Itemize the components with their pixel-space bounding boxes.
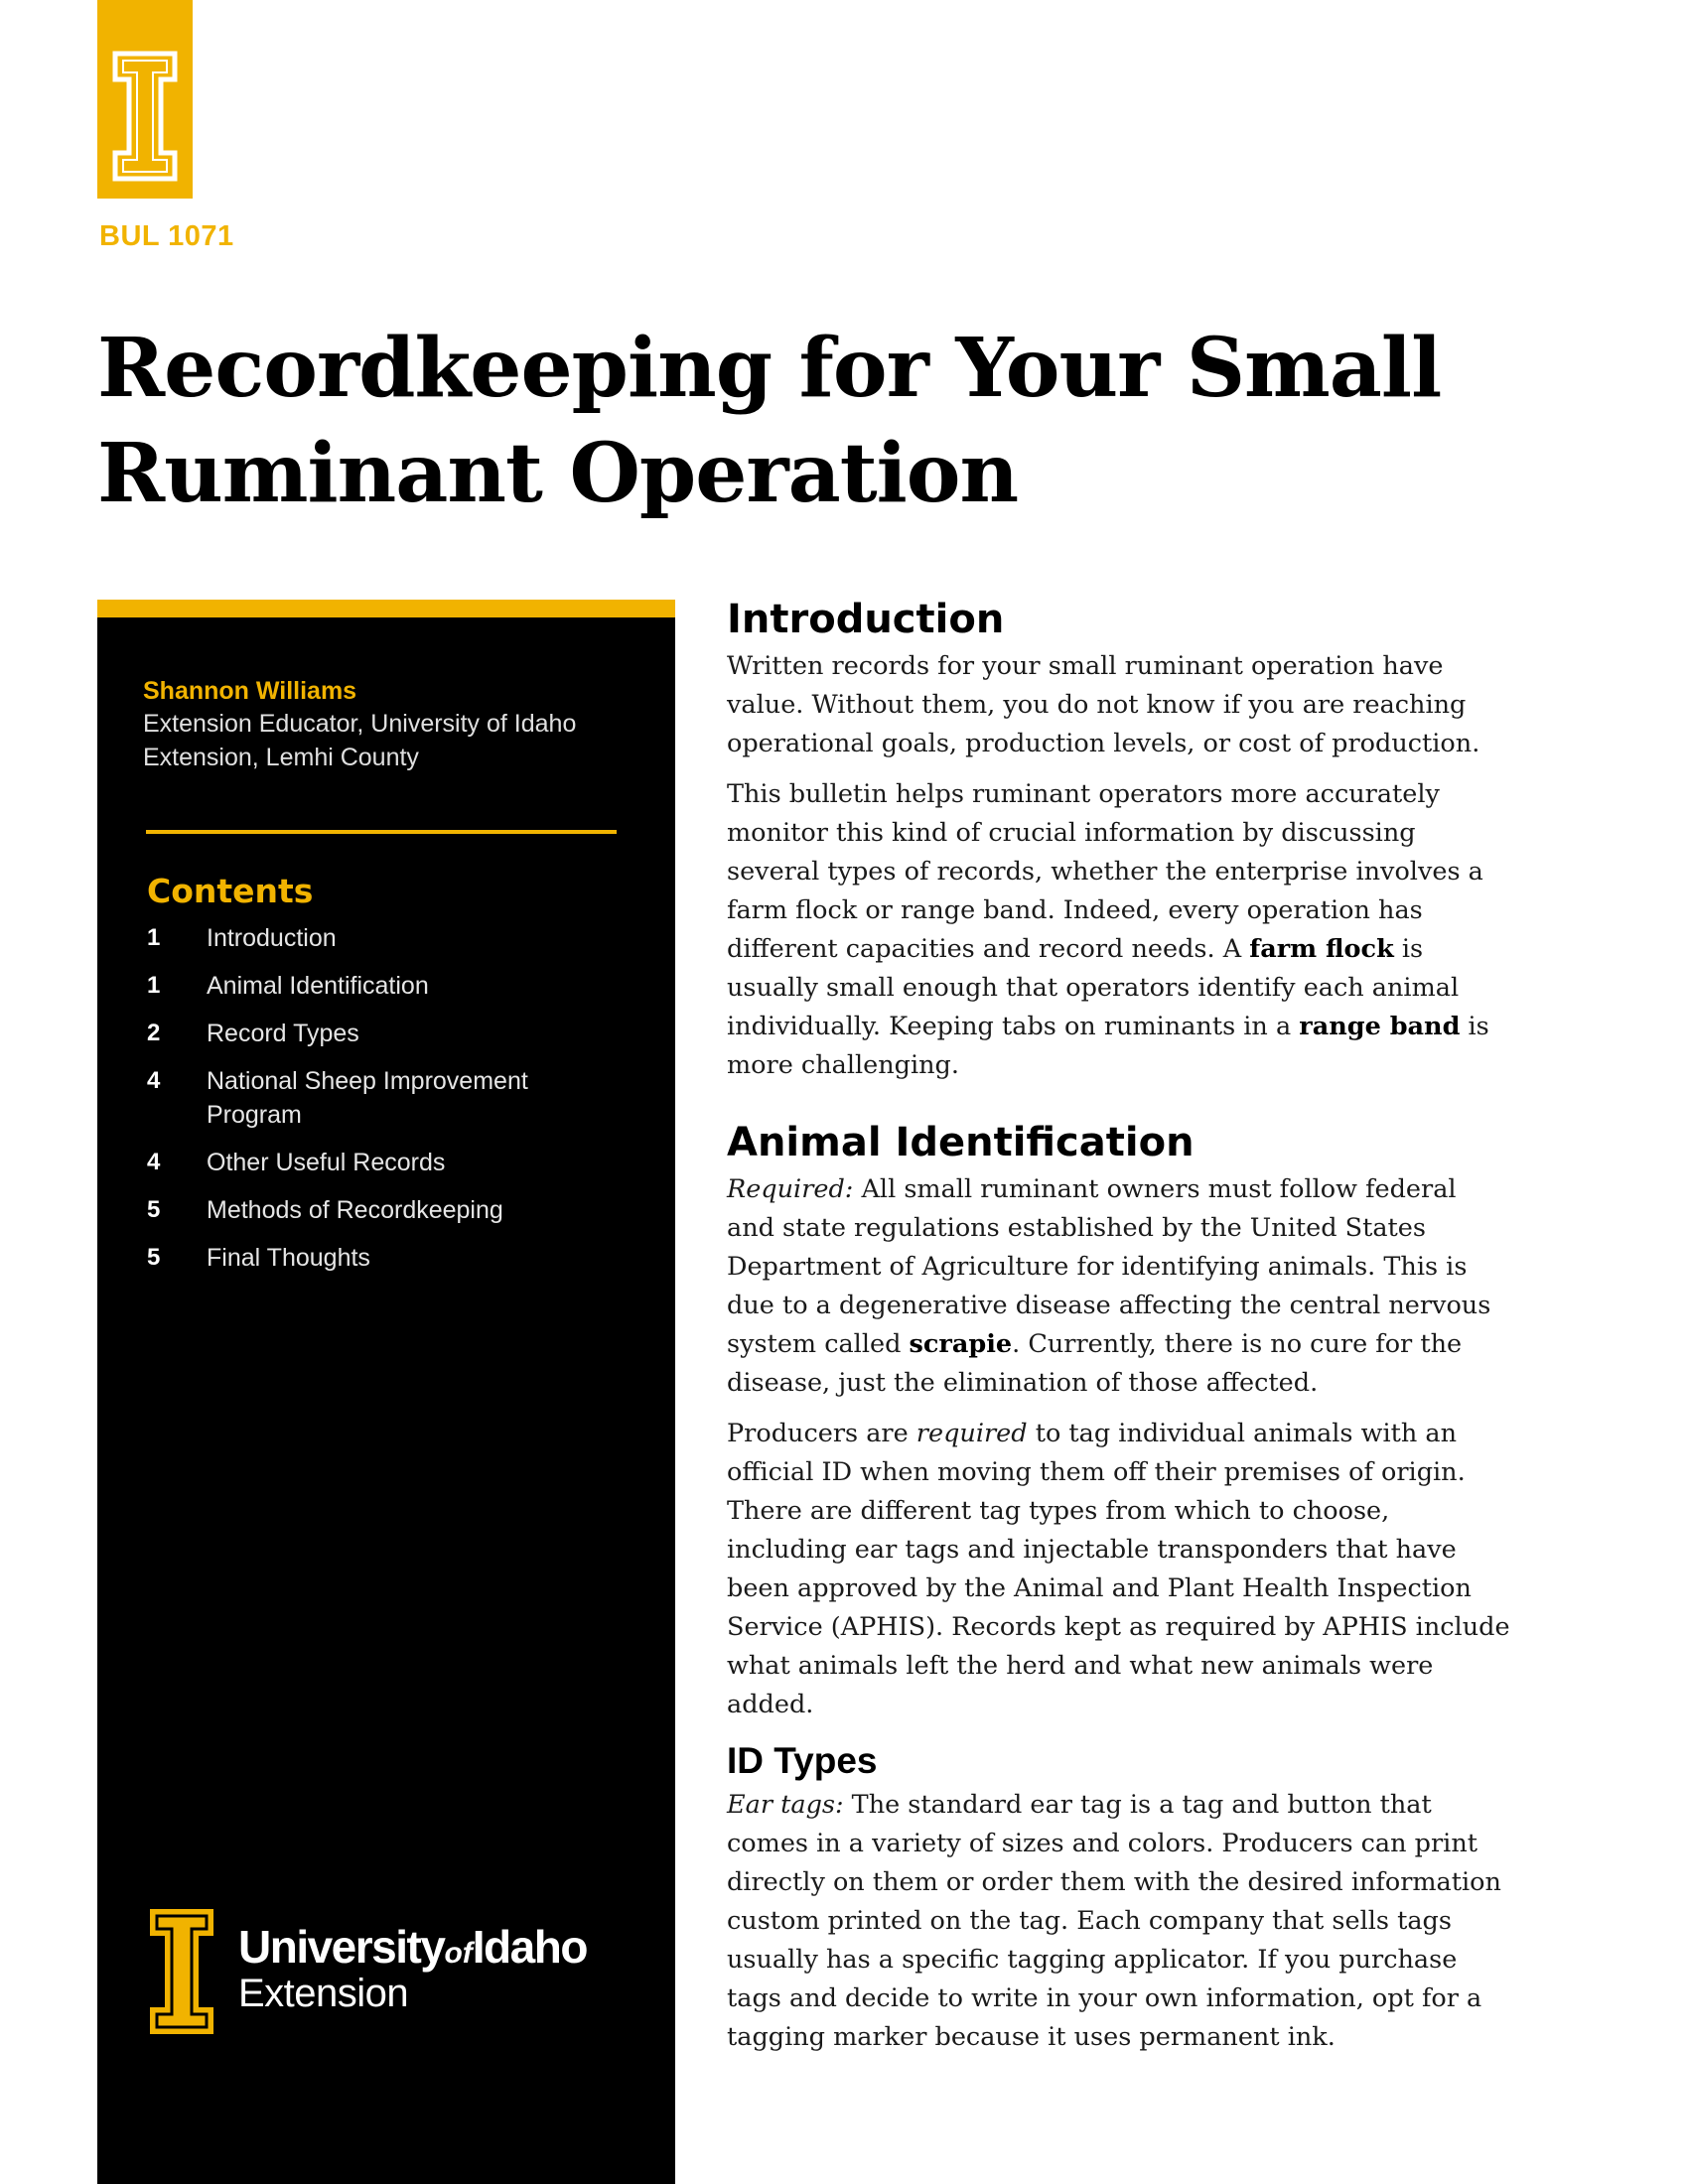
range-band-term: range band (1299, 1012, 1461, 1041)
university-logo-i-icon (147, 1906, 216, 2037)
toc-page-number: 1 (147, 972, 161, 999)
table-of-contents (147, 921, 624, 1289)
sidebar (97, 617, 675, 2184)
toc-label: Final Thoughts (207, 1244, 370, 1272)
animal-identification-paragraph-1 (727, 1170, 1511, 1403)
toc-item-nsip[interactable] (147, 1064, 624, 1132)
toc-label: Introduction (207, 924, 337, 952)
toc-page-number: 2 (147, 1020, 161, 1046)
sidebar-accent-bar (97, 600, 675, 617)
logo-idaho-text: Idaho (472, 1921, 587, 1973)
logo-of-text: of (444, 1937, 473, 1970)
toc-label: Animal Identification (207, 972, 429, 1000)
toc-label: Methods of Recordkeeping (207, 1196, 503, 1224)
main-content (727, 592, 1511, 2069)
logo-university-text: University (238, 1921, 445, 1973)
university-logo-wordmark (238, 1920, 587, 1974)
contents-heading: Contents (147, 872, 314, 910)
toc-page-number: 4 (147, 1149, 161, 1175)
toc-item-animal-identification[interactable] (147, 969, 624, 1003)
toc-item-record-types[interactable] (147, 1017, 624, 1050)
introduction-heading: Introduction (727, 597, 1005, 642)
idaho-i-icon (111, 50, 179, 183)
introduction-paragraph-1: Written records for your small ruminant operation have value. Without them, you do not know if you are reaching operational goals, production levels, or cost of production. (727, 651, 1480, 758)
toc-item-other-useful-records[interactable] (147, 1146, 624, 1179)
id-types-paragraph-1 (727, 1786, 1511, 2057)
toc-item-methods-of-recordkeeping[interactable] (147, 1193, 624, 1227)
id-types-heading: ID Types (727, 1740, 878, 1781)
text-run: to tag individual animals with an official ID when moving them off their premises of origin. There are different tag types from which to choose, including ear tags and injectable transponders that have been approved by the Animal and Plant Health Inspection Service (APHIS). Records kept as required by APHIS include what animals left the herd and what new animals were added. (727, 1419, 1510, 1719)
introduction-paragraph-2 (727, 775, 1511, 1085)
author-name: Shannon Williams (143, 677, 357, 705)
text-run: . Currently, there is no cure for the disease, just the elimination of those affected. (727, 1329, 1463, 1398)
page-title-line1: Recordkeeping for Your Small (97, 321, 1442, 416)
toc-page-number: 5 (147, 1244, 161, 1271)
toc-item-introduction[interactable] (147, 921, 624, 955)
text-run: is usually small enough that operators identify each animal individually. Keeping tabs on ruminants in a (727, 934, 1460, 1041)
required-emphasis: required (915, 1419, 1028, 1448)
page-title (97, 316, 1448, 526)
author-title-line2: Extension, Lemhi County (143, 744, 419, 771)
text-run: This bulletin helps ruminant operators more accurately monitor this kind of crucial information by discussing several types of records, whether the enterprise involves a farm flock or range band. Indeed, every operation has different capacities and record needs. A (727, 779, 1483, 964)
bulletin-number: BUL 1071 (99, 220, 234, 252)
text-run: is more challenging. (727, 1012, 1489, 1080)
toc-page-number: 5 (147, 1196, 161, 1223)
toc-item-final-thoughts[interactable] (147, 1241, 624, 1275)
page-title-line2: Ruminant Operation (97, 426, 1019, 521)
logo-extension-text: Extension (238, 1972, 409, 2015)
animal-identification-heading: Animal Identification (727, 1120, 1195, 1165)
text-run: Producers are (727, 1419, 916, 1448)
text-run: The standard ear tag is a tag and button that comes in a variety of sizes and colors. Producers can print directly on them or order them with the desired information custom printed on the tag. Each company that sells tags usually has a specific tagging applicator. If you purchase tags and decide to write in your own information, opt for a tagging marker because it uses permanent ink. (727, 1790, 1501, 2052)
ear-tags-label: Ear tags: (727, 1790, 844, 1820)
toc-page-number: 4 (147, 1067, 161, 1094)
toc-page-number: 1 (147, 924, 161, 951)
animal-identification-paragraph-2 (727, 1415, 1511, 1724)
toc-label: Other Useful Records (207, 1149, 446, 1176)
required-label: Required: (727, 1174, 854, 1204)
header-logo-block (97, 0, 193, 199)
toc-label: Record Types (207, 1020, 359, 1047)
sidebar-divider (146, 830, 617, 834)
text-run: All small ruminant owners must follow federal and state regulations established by the United States Department of Agriculture for identifying animals. This is due to a degenerative disease affecting the central nervous system called (727, 1174, 1491, 1359)
author-title-line1: Extension Educator, University of Idaho (143, 710, 577, 738)
farm-flock-term: farm flock (1249, 934, 1394, 964)
scrapie-term: scrapie (909, 1329, 1013, 1359)
toc-label: National Sheep Improvement Program (207, 1067, 528, 1129)
